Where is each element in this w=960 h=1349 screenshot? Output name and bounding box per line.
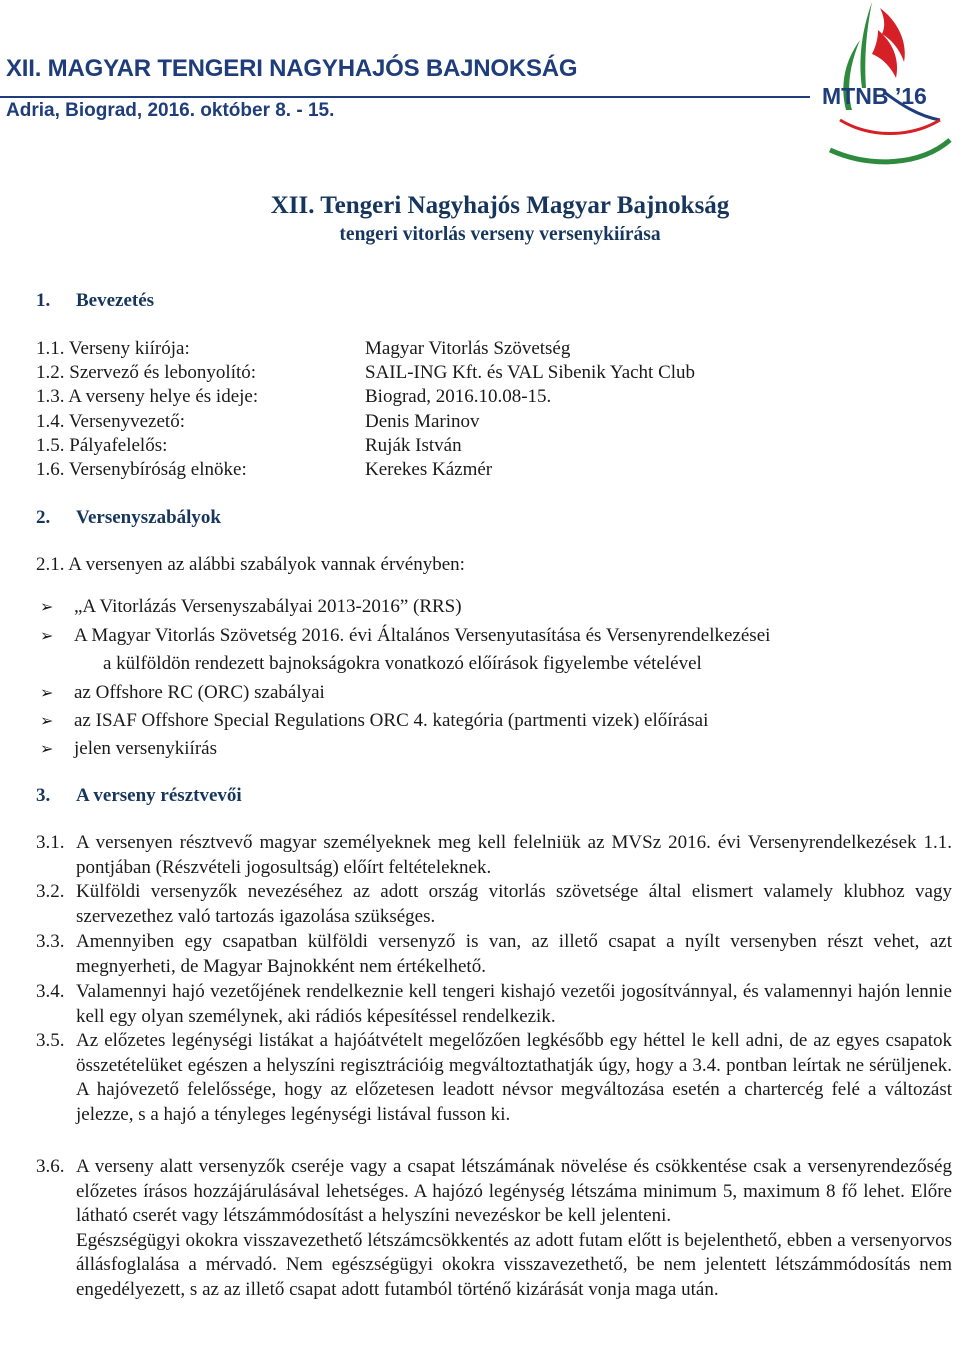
numbered-paragraph bbox=[36, 930, 952, 979]
list-item-text: „A Vitorlázás Versenyszabályai 2013-2016” (RRS) bbox=[74, 596, 462, 617]
section-2-heading bbox=[36, 507, 221, 529]
list-item bbox=[40, 625, 770, 647]
list-item-text: A Magyar Vitorlás Szövetség 2016. évi Általános Versenyutasítása és Versenyrendelkezései bbox=[74, 625, 771, 646]
info-row bbox=[36, 338, 570, 362]
list-item-continuation: a külföldön rendezett bajnokságokra vonatkozó előírások figyelembe vételével bbox=[103, 653, 702, 674]
numbered-paragraph bbox=[36, 980, 952, 1029]
numbered-paragraph bbox=[36, 1029, 952, 1127]
paragraph-text: Valamennyi hajó vezetőjének rendelkeznie kell tengeri kishajó vezetői jogosítvánnyal, és valamennyi hajón lennie kell egy olyan személynek, aki rádiós képesítéssel rendelkezik. bbox=[76, 981, 952, 1027]
section-1-heading bbox=[36, 290, 154, 312]
info-key: 1.5. Pályafelelős: bbox=[36, 435, 168, 456]
section-title: Versenyszabályok bbox=[76, 507, 221, 528]
list-item-text: az ISAF Offshore Special Regulations ORC 4. kategória (partmenti vizek) előírásai bbox=[74, 710, 709, 731]
section-number: 2. bbox=[36, 507, 51, 528]
document-subtitle: tengeri vitorlás verseny versenykiírása bbox=[339, 224, 661, 245]
info-row bbox=[36, 411, 480, 435]
header-divider bbox=[0, 96, 810, 98]
header-title: XII. MAGYAR TENGERI NAGYHAJÓS BAJNOKSÁG bbox=[6, 55, 578, 82]
paragraph-text: Az előzetes legénységi listákat a hajóátvételt megelőzően legkésőbb egy héttel le kell adni, de az egyes csapatok összetételüket egészen a helyszíni regisztrációig megváltoztathatják úgy, hogy a 3.4. pontban leírtak ne sérüljenek. A hajóvezető felelőssége, hogy az előzetesen leadott névsor megváltozása esetén a chartercég felé a változást jelezze, s a hajó a tényleges legénységi listával fusson ki. bbox=[76, 1030, 952, 1125]
info-value: SAIL-ING Kft. és VAL Sibenik Yacht Club bbox=[365, 362, 696, 383]
info-key: 1.2. Szervező és lebonyolító: bbox=[36, 362, 257, 383]
info-value: Ruják István bbox=[365, 435, 462, 456]
section-number: 3. bbox=[36, 785, 51, 806]
info-row bbox=[36, 362, 695, 386]
logo-text: MTNB ’16 bbox=[822, 83, 927, 109]
list-item-text: az Offshore RC (ORC) szabályai bbox=[74, 682, 325, 703]
rules-intro: 2.1. A versenyen az alábbi szabályok vannak érvényben: bbox=[36, 554, 465, 575]
paragraph-number: 3.5. bbox=[36, 1030, 65, 1051]
info-key: 1.4. Versenyvezető: bbox=[36, 411, 185, 432]
paragraph-number: 3.1. bbox=[36, 832, 65, 853]
list-item bbox=[40, 596, 462, 618]
bullet-arrow-icon: ➢ bbox=[40, 597, 54, 616]
paragraph-text: Amennyiben egy csapatban külföldi versenyző is van, az illető csapat a nyílt versenyben részt vehet, azt megnyerheti, de Magyar Bajnokként nem értékelhető. bbox=[76, 931, 952, 977]
list-item-text: jelen versenykiírás bbox=[74, 738, 217, 759]
list-item bbox=[40, 682, 325, 704]
info-key: 1.1. Verseny kiírója: bbox=[36, 338, 190, 359]
paragraph-number: 3.2. bbox=[36, 881, 65, 902]
paragraph-text: A verseny alatt versenyzők cseréje vagy a csapat létszámának növelése és csökkentése csak a versenyrendezőség előzetes írásos hozzájárulásával lehetséges. A hajózó legénység létszáma minimum 5, maximum 8 fő lehet. Előre látható cserét vagy létszámmódosítást a helyszíni nevezéskor be kell jelenteni. bbox=[76, 1156, 952, 1227]
bullet-arrow-icon: ➢ bbox=[40, 683, 54, 702]
info-key: 1.6. Versenybíróság elnöke: bbox=[36, 459, 247, 480]
paragraph-number: 3.6. bbox=[36, 1156, 65, 1177]
list-item bbox=[40, 738, 217, 760]
numbered-paragraph bbox=[36, 880, 952, 929]
info-row bbox=[36, 386, 551, 410]
mtnb-logo bbox=[800, 0, 960, 170]
list-item bbox=[40, 710, 708, 732]
section-number: 1. bbox=[36, 290, 51, 311]
bullet-arrow-icon: ➢ bbox=[40, 739, 54, 758]
info-row bbox=[36, 459, 492, 483]
paragraph-text: A versenyen résztvevő magyar személyeknek meg kell felelniük az MVSz 2016. évi Versenyrendelkezések 1.1. pontjában (Részvételi jogosultság) előírt feltételeknek. bbox=[76, 832, 952, 878]
numbered-paragraph bbox=[36, 1155, 952, 1303]
numbered-paragraph bbox=[36, 831, 952, 880]
header-subtitle: Adria, Biograd, 2016. október 8. - 15. bbox=[6, 100, 335, 121]
document-title: XII. Tengeri Nagyhajós Magyar Bajnokság bbox=[270, 192, 730, 219]
section-title: A verseny résztvevői bbox=[76, 785, 242, 806]
info-value: Magyar Vitorlás Szövetség bbox=[365, 338, 571, 359]
info-value: Kerekes Kázmér bbox=[365, 459, 493, 480]
info-value: Biograd, 2016.10.08-15. bbox=[365, 386, 552, 407]
section-title: Bevezetés bbox=[76, 290, 155, 311]
paragraph-text: Külföldi versenyzők nevezéséhez az adott ország vitorlás szövetsége által elismert valamely klubhoz vagy szervezethez való tartozás igazolása szükséges. bbox=[76, 881, 952, 927]
paragraph-number: 3.3. bbox=[36, 931, 65, 952]
info-row bbox=[36, 435, 462, 459]
info-value: Denis Marinov bbox=[365, 411, 480, 432]
bullet-arrow-icon: ➢ bbox=[40, 626, 54, 645]
paragraph-number: 3.4. bbox=[36, 981, 65, 1002]
info-key: 1.3. A verseny helye és ideje: bbox=[36, 386, 259, 407]
paragraph-text-continued: Egészségügyi okokra visszavezethető létszámcsökkentés az adott futam előtt is bejelenthető, ebben a versenyorvos állásfoglalása a mérvadó. Nem egészségügyi okokra visszavezethető, be nem jelentett létszámmódosítás nem engedélyezett, s az az illető csapat adott futamból történő kizárását vonja maga után. bbox=[76, 1229, 952, 1300]
bullet-arrow-icon: ➢ bbox=[40, 711, 54, 730]
section-3-heading bbox=[36, 785, 242, 807]
